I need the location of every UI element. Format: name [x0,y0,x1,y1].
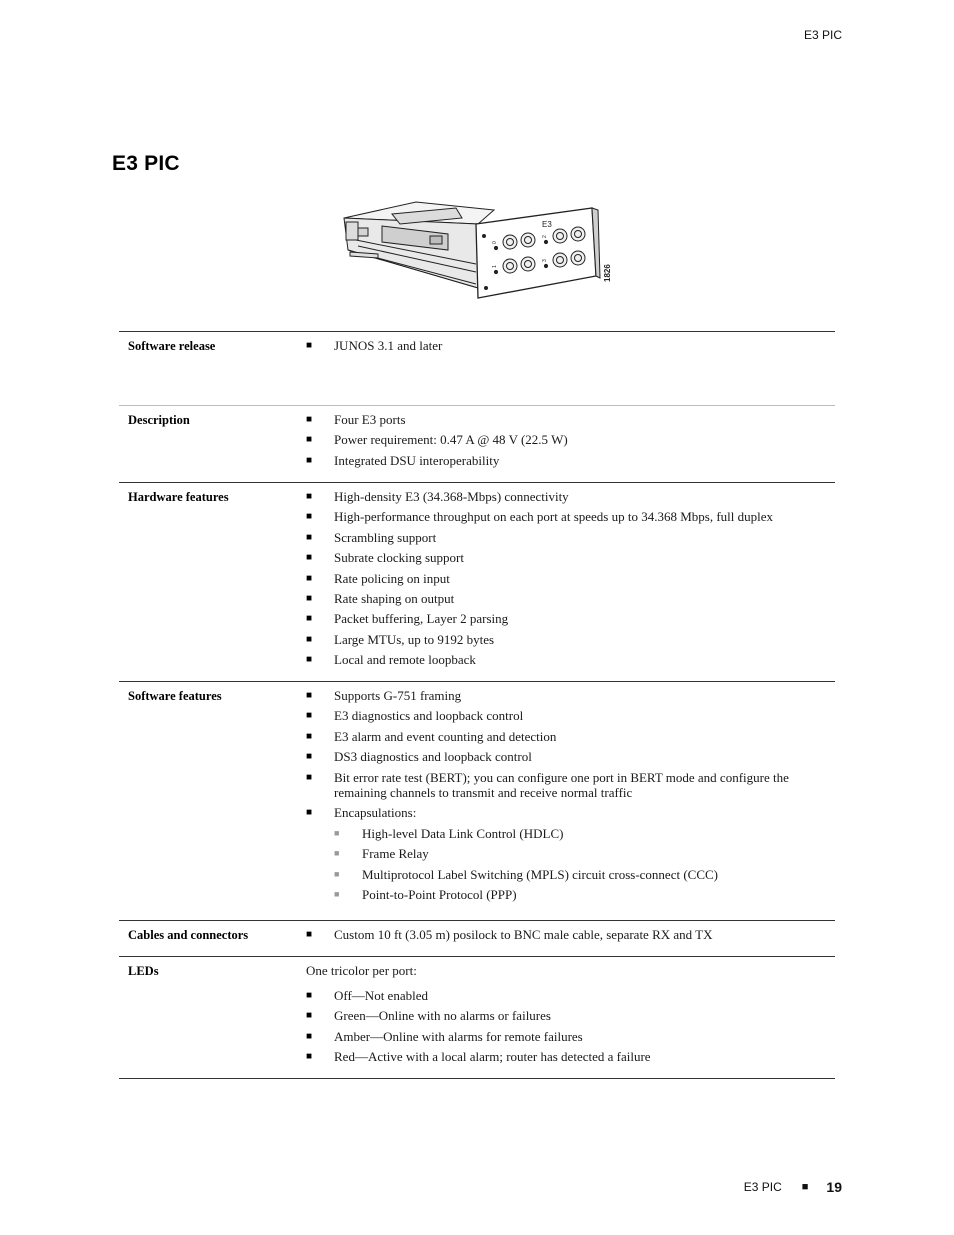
leds-intro: One tricolor per port: [306,963,417,978]
list-item: ■ Supports G-751 framing [306,688,835,703]
running-footer [744,1179,842,1195]
bullet-list [306,988,835,1064]
row-content [296,483,835,682]
list-item: ■ Large MTUs, up to 9192 bytes [306,632,835,647]
list-item: ■ Packet buffering, Layer 2 parsing [306,611,835,626]
port-label-2: 2 [542,235,548,238]
footer-title: E3 PIC [743,1180,782,1194]
row-label: Hardware features [128,490,229,504]
row-label: Software release [128,339,216,353]
port-label-1: 1 [492,265,498,268]
list-item: ■ Integrated DSU interoperability [306,453,835,468]
list-item: ■ Scrambling support [306,530,835,545]
port-label-0: 0 [492,241,498,244]
list-item: ■ Off—Not enabled [306,988,835,1003]
row-hardware-features [119,483,835,682]
bullet-list [306,489,835,667]
running-header: E3 PIC [803,28,842,42]
list-item: ■ Rate policing on input [306,571,835,586]
bullet-list [306,688,835,902]
page-number: 19 [826,1179,842,1195]
list-item: ■ DS3 diagnostics and loopback control [306,749,835,764]
list-item: ■ Four E3 ports [306,412,835,427]
row-label: Software features [128,689,222,703]
sub-list-item: ■ Point-to-Point Protocol (PPP) [334,887,835,902]
list-item: ■ E3 alarm and event counting and detection [306,729,835,744]
bullet-list [306,338,835,353]
bullet-list [306,927,835,942]
list-item: ■ Bit error rate test (BERT); you can configure one port in BERT mode and configure the remaining channels to transmit and receive normal traffic [306,770,835,800]
row-label: Description [128,413,190,427]
list-item: ■ E3 diagnostics and loopback control [306,708,835,723]
list-item: ■ Rate shaping on output [306,591,835,606]
row-leds [119,957,835,1079]
row-software-features [119,682,835,921]
list-item: ■ Power requirement: 0.47 A @ 48 V (22.5 W) [306,432,835,447]
list-item: ■ Custom 10 ft (3.05 m) posilock to BNC male cable, separate RX and TX [306,927,835,942]
list-item: ■ High-performance throughput on each port at speeds up to 34.368 Mbps, full duplex [306,509,835,524]
row-label: LEDs [128,964,159,978]
sub-list-item: ■ Frame Relay [334,846,835,861]
row-label: Cables and connectors [128,928,249,942]
list-item: ■ Green—Online with no alarms or failures [306,1008,835,1023]
specification-table [119,331,835,1079]
port-label-3: 3 [542,259,548,262]
list-item: ■ Amber—Online with alarms for remote failures [306,1029,835,1044]
row-content [296,406,835,483]
row-content [296,682,835,921]
panel-label: E3 [542,220,552,229]
row-description [119,406,835,483]
sub-list-item: ■ Multiprotocol Label Switching (MPLS) circuit cross-connect (CCC) [334,867,835,882]
list-item-encapsulations [306,805,835,902]
bullet-list [306,412,835,468]
row-content [296,921,835,957]
sub-bullet-list [334,826,835,902]
encapsulations-label: Encapsulations: [334,804,417,820]
figure-number: 1826 [603,264,612,282]
page-title: E3 PIC [112,152,180,175]
list-item: ■ Red—Active with a local alarm; router has detected a failure [306,1049,835,1064]
list-item: ■ High-density E3 (34.368-Mbps) connectivity [306,489,835,504]
list-item: ■ Local and remote loopback [306,652,835,667]
row-content [296,332,835,406]
list-item: ■ JUNOS 3.1 and later [306,338,835,353]
list-item: ■ Subrate clocking support [306,550,835,565]
sub-list-item: ■ High-level Data Link Control (HDLC) [334,826,835,841]
e3-pic-illustration [338,200,618,304]
footer-separator-icon: ■ [801,1181,809,1193]
row-content [296,957,835,1079]
pic-drawing [338,200,618,304]
row-cables-and-connectors [119,921,835,957]
row-software-release [119,332,835,406]
